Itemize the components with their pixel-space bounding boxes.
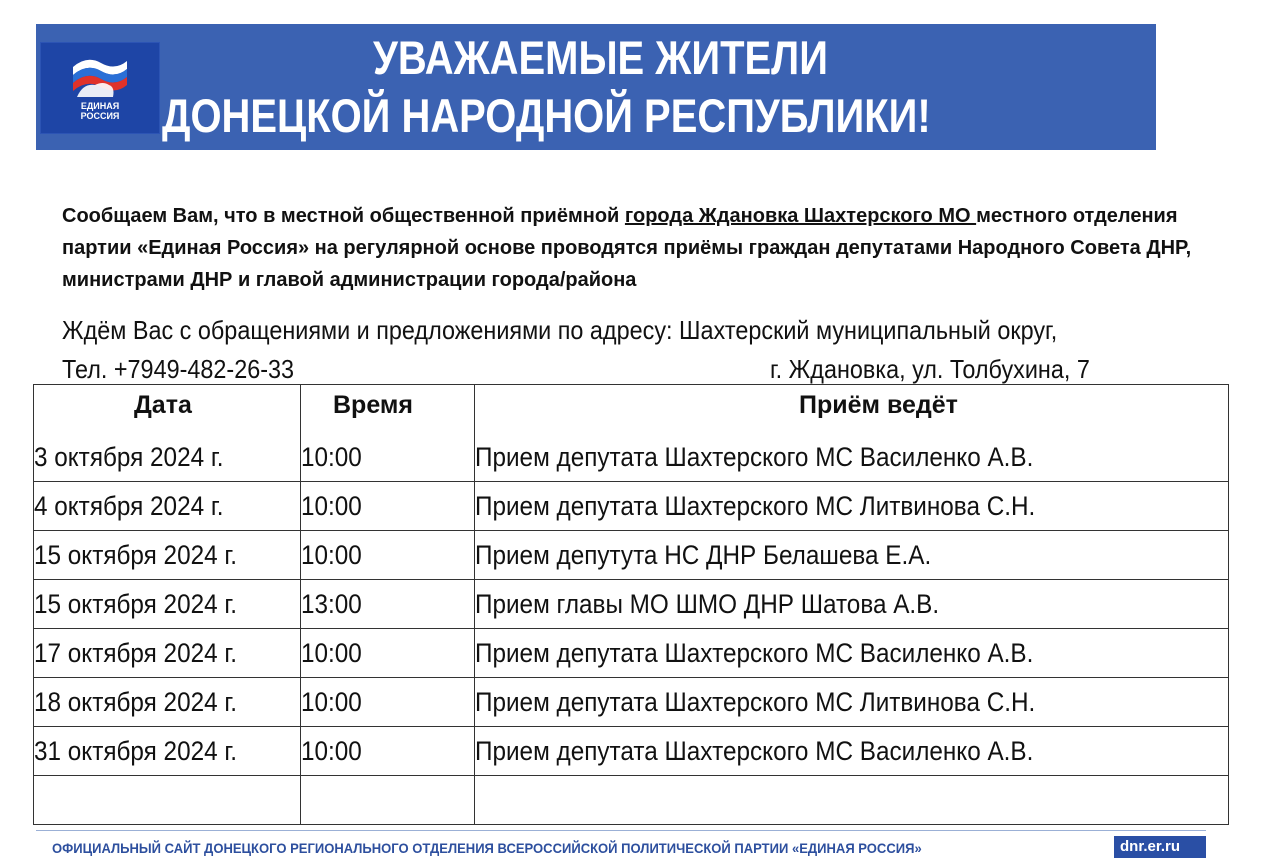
header-date: Дата (34, 385, 301, 434)
cell-time: 13:00 (301, 588, 362, 619)
logo-text-line2: РОССИЯ (80, 111, 120, 121)
page-title-line2: ДОНЕЦКОЙ НАРОДНОЙ РЕСПУБЛИКИ! (162, 89, 931, 142)
cell-host: Прием депутута НС ДНР Белашева Е.А. (475, 539, 932, 570)
cell-time: 10:00 (301, 441, 362, 472)
header-host: Приём ведёт (475, 385, 1229, 434)
cell-time: 10:00 (301, 490, 362, 521)
address: г. Ждановка, ул. Толбухина, 7 (770, 354, 1090, 384)
cell-time: 10:00 (301, 735, 362, 766)
footer-site-link[interactable]: dnr.er.ru (1114, 836, 1206, 858)
footer-caption: ОФИЦИАЛЬНЫЙ САЙТ ДОНЕЦКОГО РЕГИОНАЛЬНОГО ОТДЕЛЕНИЯ ВСЕРОССИЙСКОЙ ПОЛИТИЧЕСКОЙ ПАРТИИ «ЕДИНАЯ РОССИЯ» (52, 840, 922, 856)
table-row (34, 629, 1229, 678)
cell-time: 10:00 (301, 686, 362, 717)
table-row-empty (34, 776, 1229, 825)
invite-text: Ждём Вас с обращениями и предложениями по адресу: Шахтерский муниципальный округ, (62, 315, 1058, 345)
notice-part2: местного отделения партии «Единая Россия» на регулярной основе проводятся приёмы граждан депутатами Народного Совета ДНР, министрами ДНР и главой администрации города/района (62, 205, 1192, 291)
cell-date: 18 октября 2024 г. (34, 686, 238, 717)
cell-date: 15 октября 2024 г. (34, 539, 238, 570)
table-row (34, 482, 1229, 531)
table-row (34, 433, 1229, 482)
notice-part1: Сообщаем Вам, что в местной общественной приёмной (62, 205, 625, 227)
party-logo (40, 42, 160, 134)
cell-host: Прием депутата Шахтерского МС Василенко А.В. (475, 441, 1034, 472)
logo-text-line1: ЕДИНАЯ (80, 101, 120, 111)
cell-date: 15 октября 2024 г. (34, 588, 238, 619)
table-row (34, 727, 1229, 776)
cell-host: Прием депутата Шахтерского МС Литвинова С.Н. (475, 686, 1036, 717)
notice-paragraph (62, 200, 1242, 296)
cell-host: Прием главы МО ШМО ДНР Шатова А.В. (475, 588, 940, 619)
notice-location: города Ждановка Шахтерского МО (624, 205, 977, 227)
schedule-table (33, 384, 1229, 825)
header-time: Время (301, 385, 475, 434)
cell-host: Прием депутата Шахтерского МС Василенко А.В. (475, 637, 1034, 668)
cell-date: 31 октября 2024 г. (34, 735, 238, 766)
table-row (34, 531, 1229, 580)
page-title-line1: УВАЖАЕМЫЕ ЖИТЕЛИ (373, 31, 828, 84)
bear-flag-icon (69, 53, 131, 101)
phone-number: Тел. +7949-482-26-33 (62, 354, 295, 384)
table-row (34, 580, 1229, 629)
cell-host: Прием депутата Шахтерского МС Василенко А.В. (475, 735, 1034, 766)
cell-date: 17 октября 2024 г. (34, 637, 238, 668)
table-header-row (34, 385, 1229, 434)
cell-host: Прием депутата Шахтерского МС Литвинова С.Н. (475, 490, 1036, 521)
table-row (34, 678, 1229, 727)
footer-divider (36, 830, 1206, 831)
cell-time: 10:00 (301, 539, 362, 570)
cell-date: 4 октября 2024 г. (34, 490, 224, 521)
cell-time: 10:00 (301, 637, 362, 668)
cell-date: 3 октября 2024 г. (34, 441, 224, 472)
